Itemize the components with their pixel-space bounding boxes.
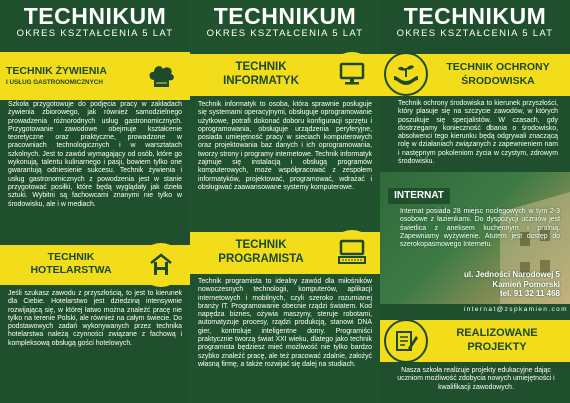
hotel-h-icon: [139, 243, 183, 287]
projects-description: Nasza szkoła realizuje projekty edukacyjne dając uczniom możliwość zdobycia nowych umiejętności i kwalifikacji zawodowych.: [397, 367, 555, 391]
food-description: Szkoła przygotowuje do podjęcia pracy w zakładach żywienia zbiorowego, jak również samodzielnego prowadzenia różnorodnych usług gastronomicznych. Przygotowanie zawodowe obejmuje kształcenie teoretyczne oraz praktyczne, prowadzone w pracowniach technologicznych i w warsztatach szkolnych. Jest to zawód wymagający od osób, które go wykonują, talentu kulinarnego i pasji, bowiem tylko one gwarantują odniesienie sukcesu. Technik żywienia i usług gastronomicznych z powodzenia jest w stanie przygotować posiłki, które będą wyglądały jak dzieła sztuki. Wybitni są fachowcami znanymi nie tylko w środowisku, ale i w mediach.: [8, 101, 182, 208]
page-title: TECHNIKUM: [403, 3, 547, 29]
chef-hat-icon: [139, 54, 183, 98]
column-header: [0, 4, 190, 39]
computer-icon: [330, 230, 374, 274]
projects-subheading: PROJEKTY: [467, 341, 527, 353]
contact-address: ul. Jedności Narodowej 5: [463, 270, 560, 279]
projects-heading: REALIZOWANE: [456, 327, 538, 339]
column-header: [380, 4, 570, 39]
column-env-internat: [380, 0, 570, 403]
internat-description: Internat posiada 28 miejsc noclegowych w tym 2-3 osobowe z łazienkami. Do dyspozycji uczniów jest świetlica z aneksem kuchennym i pralnią. Zapewniamy wyżywienie. Atutem jest dostęp do szerokopasmowego Internetu.: [400, 208, 560, 249]
plant-hands-icon: [384, 52, 428, 96]
column-food-hotel: [0, 0, 190, 403]
env-subheading: ŚRODOWISKA: [461, 75, 535, 87]
page-subtitle: OKRES KSZTAŁCENIA 5 LAT: [206, 28, 364, 39]
prog-description: Technik programista to idealny zawód dla miłośników nowoczesnych technologii, komputerów, aplikacji internetowych i mobilnych, czyli szeroko rozumianej branży IT. Programowanie obecnie rządzi światem. Kod napędza biznes, ożywia maszyny, steruje robotami, automatyzuje procesy, rządzi produkcją, stanowi DNA gier, kontroluje inteligentne domy. Programiści praktycznie tworzą świat XXI wieku, dlatego jako technik programista będziesz mieć możliwość nie tylko bardzo szybko znaleźć pracę, ale też pracować zdalnie, założyć własną firmę, a także rozwijać się dalej na studiach.: [198, 278, 372, 368]
it-subheading: INFORMATYK: [223, 75, 299, 87]
env-heading: TECHNIK OCHRONY: [446, 61, 550, 73]
page-title: TECHNIKUM: [213, 3, 357, 29]
internat-label-box: [388, 188, 450, 204]
document-pencil-icon: [384, 319, 428, 363]
internat-label: INTERNAT: [394, 190, 444, 201]
food-heading: TECHNIK ŻYWIENIA: [6, 65, 107, 77]
page-title: TECHNIKUM: [23, 3, 167, 29]
hotel-heading: TECHNIK: [47, 251, 95, 263]
contact-block: [410, 270, 560, 299]
contact-email[interactable]: internat@zspkamien.com: [463, 306, 568, 313]
it-description: Technik informatyk to osoba, która sprawnie posługuje się systemami operacyjnymi, obsługuje oprogramowanie użytkowe, potrafi dokonać doboru konfiguracji sprzętu i oprogramowania, obsługuje urządzenia peryferyjne, posiada umiejętność pracy w sieciach komputerowych oraz projektowania baz danych i ich oprogramowania, tworzy strony i programy internetowe. Technik informatyk zajmuje się instalacją i obsługą programów komputerowych, może współpracować z zespołem informatyków, projektować, programować, wdrażać i obsługiwać zaawansowane systemy komputerowe.: [198, 101, 372, 191]
env-description: Technik ochrony środowiska to kierunek przyszłości, który plasuje się na szczycie zawodów, w których poszukuje się specjalistów. W czasach, gdy dostrzegamy konieczność dbania o środowisko, absolwenci tego kierunku będą odgrywali znaczącą rolę w działaniach związanych z zapewnieniem nam i następnym pokoleniom życia w czystym, zdrowym środowisku.: [398, 100, 558, 166]
it-heading: TECHNIK: [235, 61, 287, 73]
monitor-icon: [330, 52, 374, 96]
prog-heading: TECHNIK: [235, 239, 287, 251]
food-subheading: I USŁUG GASTRONOMICZNYCH: [6, 79, 103, 86]
column-header: [190, 4, 380, 39]
page-subtitle: OKRES KSZTAŁCENIA 5 LAT: [396, 28, 554, 39]
hotel-subheading: HOTELARSTWA: [30, 264, 112, 276]
contact-phone: tel. 91 32 11 468: [499, 289, 560, 298]
prog-subheading: PROGRAMISTA: [218, 253, 304, 265]
contact-city: Kamień Pomorski: [492, 279, 560, 289]
page-subtitle: OKRES KSZTAŁCENIA 5 LAT: [16, 28, 174, 39]
column-it-prog: [190, 0, 380, 403]
hotel-description: Jeśli szukasz zawodu z przyszłością, to jest to kierunek dla Ciebie. Hotelarstwo jest dziedziną intensywnie rozwijającą się, w której łatwo można znaleźć pracę nie tylko na terenie Polski, ale również na całym świecie. Do podstawowych zadań wykonywanych przez technika hotelarstwa należą czynności związane z fachową i kompleksową obsługą gości hotelowych.: [8, 290, 182, 347]
